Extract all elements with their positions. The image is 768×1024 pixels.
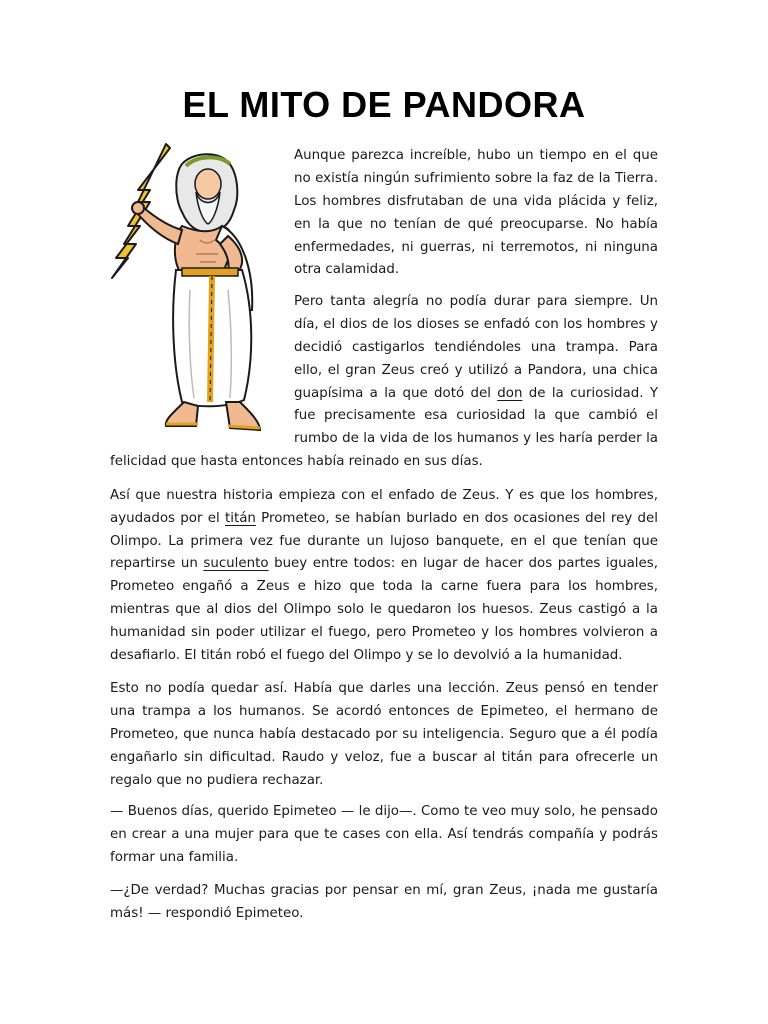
underlined-word-titan: titán: [224, 511, 256, 526]
paragraph-4-line-5: regalo que no pudiera rechazar.: [110, 773, 324, 788]
paragraph-3-line-7: humanidad sin poder utilizar el fuego, pero Prometeo y los hombres volvieron a: [110, 625, 658, 640]
paragraph-2-line-4: ello, el gran Zeus creó y utilizó a Pandora, una chica: [294, 363, 658, 378]
text-span: ayudados por el: [110, 511, 225, 526]
paragraph-2-line-3: decidió castigarlos tendiéndoles una trampa. Para: [294, 340, 658, 355]
paragraph-3-line-4: [110, 553, 658, 576]
paragraph-2-line-7: rumbo de la vida de los humanos y les haría perder la: [294, 431, 658, 446]
underlined-word-don: don: [497, 386, 523, 401]
text-span: guapísima a la que dotó del: [294, 386, 498, 401]
paragraph-4-line-3: Prometeo, que nunca había destacado por su inteligencia. Seguro que a él podía: [110, 727, 658, 742]
paragraph-3-line-5: Prometeo engañó a Zeus e hizo que toda la carne fuera para los hombres,: [110, 579, 658, 594]
paragraph-1-line-2: no existía ningún sufrimiento sobre la faz de la Tierra.: [294, 171, 658, 186]
paragraph-2-line-2: día, el dios de los dioses se enfadó con los hombres y: [294, 317, 658, 332]
paragraph-6-line-2: más! — respondió Epimeteo.: [110, 906, 304, 921]
paragraph-3-line-1: Así que nuestra historia empieza con el enfado de Zeus. Y es que los hombres,: [110, 488, 658, 503]
paragraph-3-line-2: [110, 508, 658, 531]
paragraph-1-line-5: enfermedades, ni guerras, ni terremotos, ni ninguna: [294, 240, 658, 255]
paragraph-3-line-6: mientras que al dios del Olimpo solo le quedaron los huesos. Zeus castigó a la: [110, 602, 658, 617]
paragraph-2-line-5: [294, 383, 658, 406]
paragraph-2-line-6: fue precisamente esa curiosidad la que cambió el: [294, 408, 658, 423]
zeus-illustration: [104, 140, 286, 440]
paragraph-5-line-3: formar una familia.: [110, 850, 239, 865]
paragraph-1-line-1: Aunque parezca increíble, hubo un tiempo en el que: [294, 148, 658, 163]
paragraph-5-line-1: — Buenos días, querido Epimeteo — le dijo—. Como te veo muy solo, he pensado: [110, 804, 658, 819]
text-span: buey entre todos: en lugar de hacer dos partes iguales,: [268, 556, 658, 571]
paragraph-5-line-2: en crear a una mujer para que te cases con ella. Así tendrás compañía y podrás: [110, 827, 658, 842]
paragraph-6-line-1: —¿De verdad? Muchas gracias por pensar en mí, gran Zeus, ¡nada me gustaría: [110, 883, 658, 898]
text-span: de la curiosidad. Y: [522, 386, 658, 401]
paragraph-2-line-8: felicidad que hasta entonces había reinado en sus días.: [110, 454, 483, 469]
text-span: repartirse un: [110, 556, 204, 571]
paragraph-2-line-1: Pero tanta alegría no podía durar para siempre. Un: [294, 294, 658, 309]
paragraph-3-line-3: Olimpo. La primera vez fue durante un lujoso banquete, en el que tenían que: [110, 534, 658, 549]
paragraph-3-line-8: desafiarlo. El titán robó el fuego del Olimpo y se lo devolvió a la humanidad.: [110, 648, 623, 663]
text-span: Prometeo, se habían burlado en dos ocasiones del rey del: [255, 511, 659, 526]
paragraph-1-line-6: otra calamidad.: [294, 262, 400, 277]
paragraph-1-line-4: en la que no tenían de qué preocuparse. No había: [294, 217, 658, 232]
paragraph-4-line-2: una trampa a los humanos. Se acordó entonces de Epimeteo, el hermano de: [110, 704, 658, 719]
underlined-word-suculento: suculento: [203, 556, 269, 571]
paragraph-1-line-3: Los hombres disfrutaban de una vida plácida y feliz,: [294, 194, 658, 209]
paragraph-4-line-4: engañarlo sin dificultad. Raudo y veloz, fue a buscar al titán para ofrecerle un: [110, 750, 658, 765]
paragraph-4-line-1: Esto no podía quedar así. Había que darles una lección. Zeus pensó en tender: [110, 681, 658, 696]
page-title: EL MITO DE PANDORA: [182, 84, 586, 125]
